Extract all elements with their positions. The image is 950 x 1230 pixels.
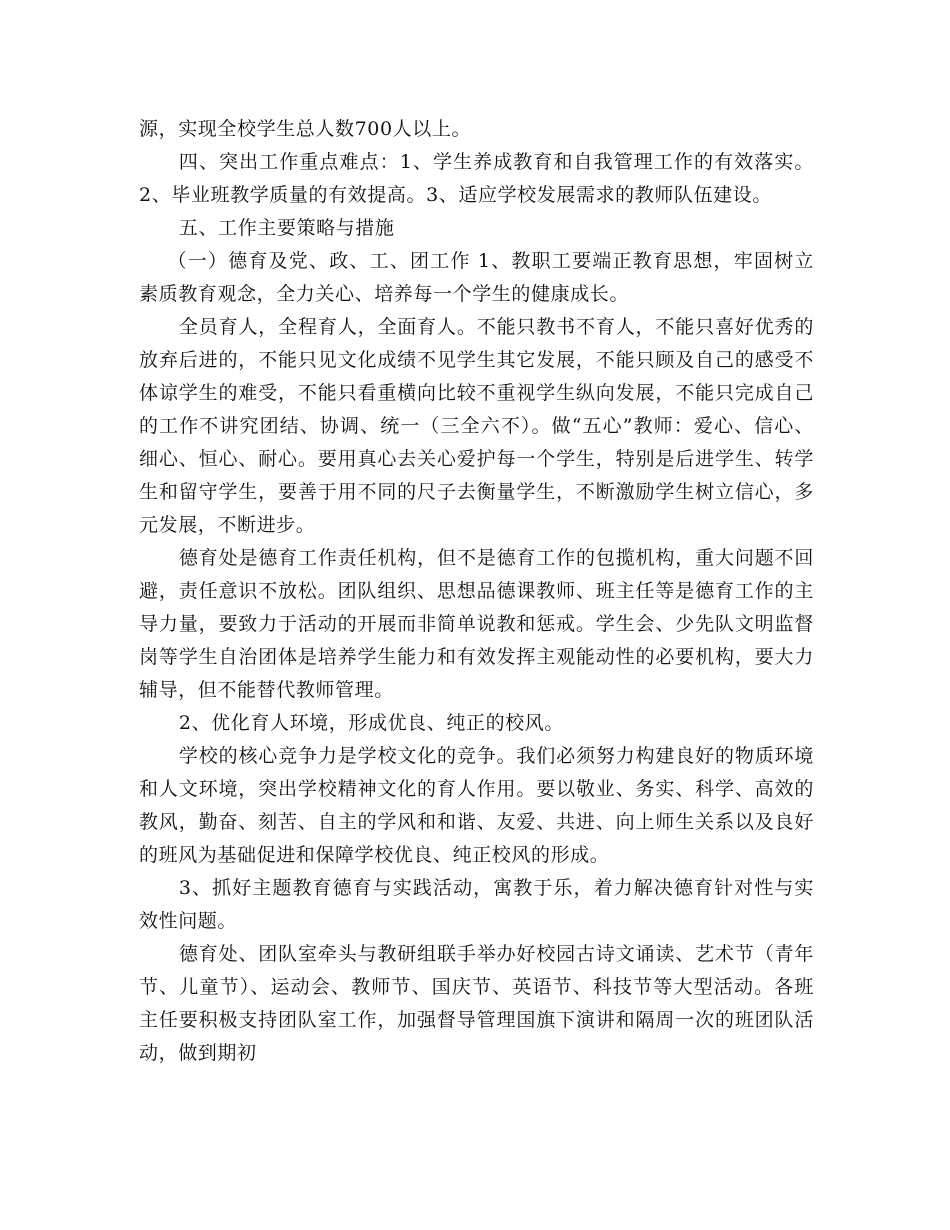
paragraph-1: 源，实现全校学生总人数700人以上。 [139,118,472,140]
paragraph-4: （一）德育及党、政、工、团工作 1、教职工要端正教育思想，牢固树立素质教育观念，全力关心、培养每一个学生的健康成长。 [139,250,814,305]
document-body [139,113,814,1070]
paragraph-5: 全员育人，全程育人，全面育人。不能只教书不育人，不能只喜好优秀的放弃后进的，不能只见文化成绩不见学生其它发展，不能只顾及自己的感受不体谅学生的难受，不能只看重横向比较不重视学生纵向发展，不能只完成自己的工作不讲究团结、协调、统一（三全六不）。做“五心”教师：爱心、信心、细心、恒心、耐心。要用真心去关心爱护每一个学生，特别是后进学生、转学生和留守学生，要善于用不同的尺子去衡量学生，不断激励学生树立信心，多元发展，不断进步。 [139,316,814,536]
paragraph-7: 2、优化育人环境，形成优良、纯正的校风。 [178,712,564,734]
paragraph-2: 四、突出工作重点难点：1、学生养成教育和自我管理工作的有效落实。2、毕业班教学质量的有效提高。3、适应学校发展需求的教师队伍建设。 [139,151,814,206]
paragraph-3: 五、工作主要策略与措施 [178,217,395,239]
paragraph-10: 德育处、团队室牵头与教研组联手举办好校园古诗文诵读、艺术节（青年节、儿童节）、运动会、教师节、国庆节、英语节、科技节等大型活动。各班主任要积极支持团队室工作，加强督导管理国旗下演讲和隔周一次的班团队活动，做到期初 [139,943,814,1064]
paragraph-8: 学校的核心竞争力是学校文化的竞争。我们必须努力构建良好的物质环境和人文环境，突出学校精神文化的育人作用。要以敬业、务实、科学、高效的教风，勤奋、刻苦、自主的学风和和谐、友爱、共进、向上师生关系以及良好的班风为基础促进和保障学校优良、纯正校风的形成。 [139,745,814,866]
paragraph-6: 德育处是德育工作责任机构，但不是德育工作的包揽机构，重大问题不回避，责任意识不放松。团队组织、思想品德课教师、班主任等是德育工作的主导力量，要致力于活动的开展而非简单说教和惩戒。学生会、少先队文明监督岗等学生自治团体是培养学生能力和有效发挥主观能动性的必要机构，要大力辅导，但不能替代教师管理。 [139,547,814,701]
paragraph-9: 3、抓好主题教育德育与实践活动，寓教于乐，着力解决德育针对性与实效性问题。 [139,877,814,932]
